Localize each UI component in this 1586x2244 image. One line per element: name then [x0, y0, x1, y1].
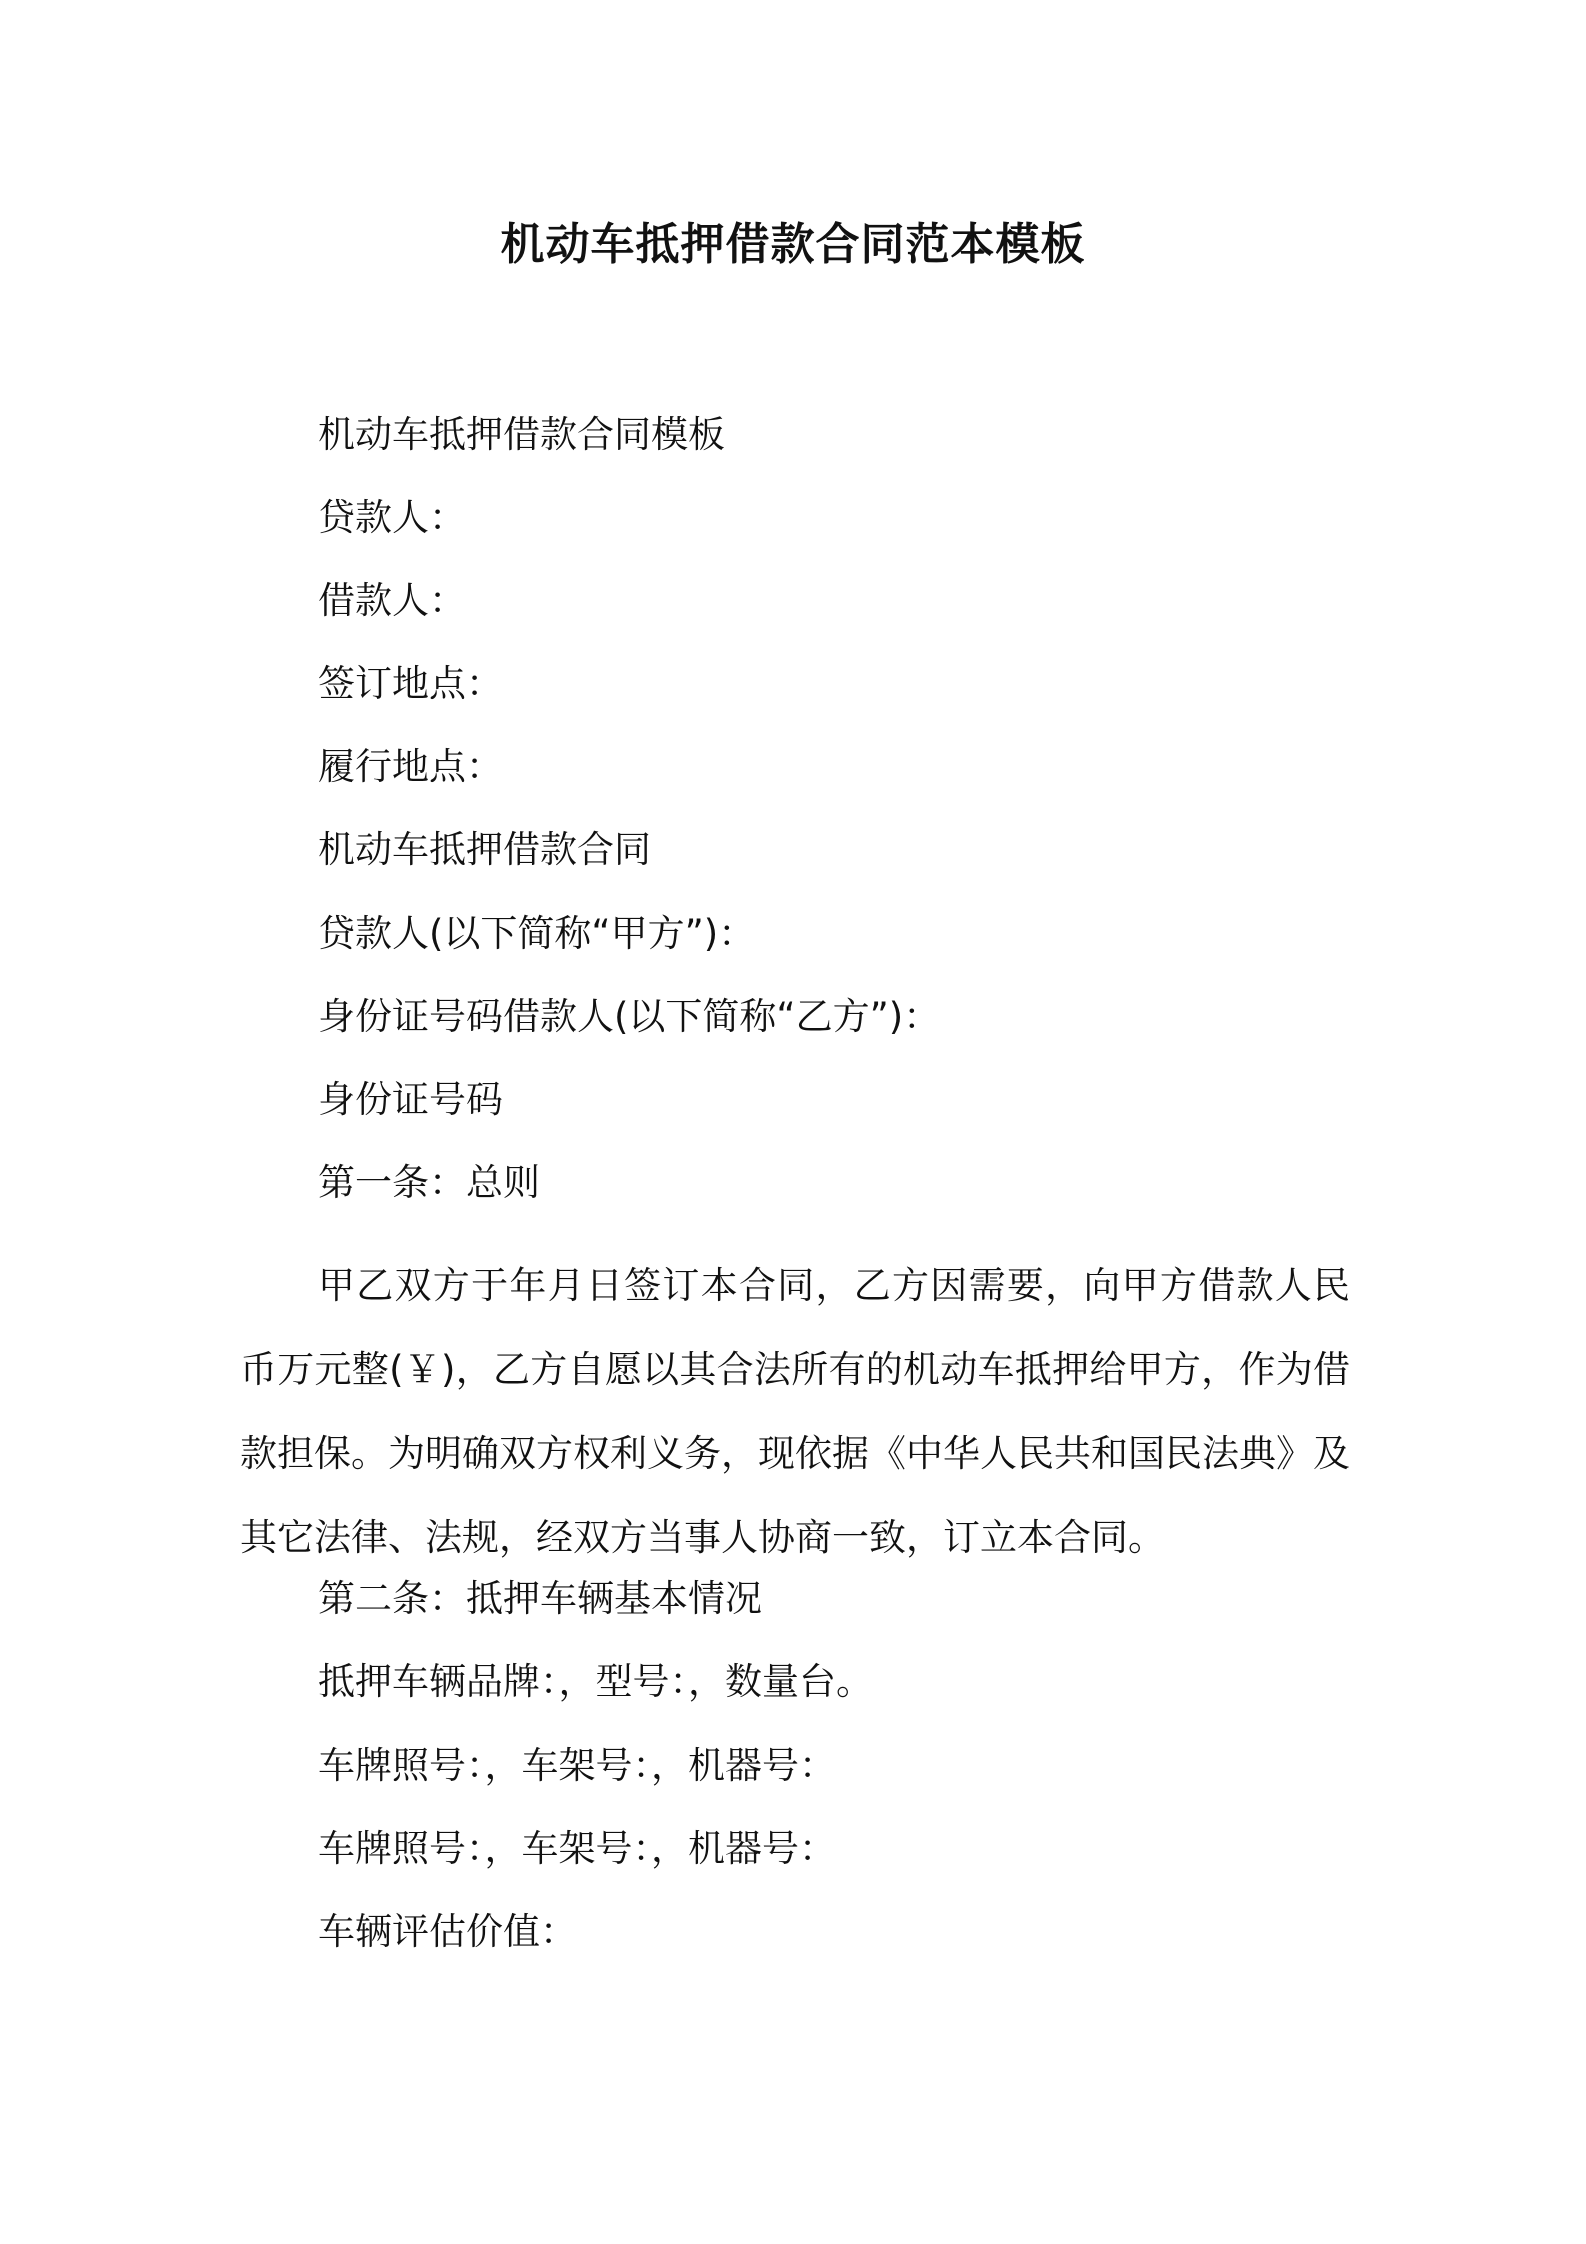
article-1-heading: 第一条：总则 [318, 1161, 540, 1204]
performance-place-line: 履行地点： [318, 745, 503, 788]
lender-line: 贷款人： [318, 496, 466, 539]
article-2-heading: 第二条：抵押车辆基本情况 [318, 1577, 762, 1620]
contract-template-heading: 机动车抵押借款合同模板 [318, 413, 725, 456]
document-title: 机动车抵押借款合同范本模板 [500, 219, 1086, 270]
contract-name-line: 机动车抵押借款合同 [318, 828, 651, 871]
borrower-line: 借款人： [318, 579, 466, 622]
article-1-body: 甲乙双方于年月日签订本合同，乙方因需要，向甲方借款人民币万元整(￥)，乙方自愿以其合法所有的机动车抵押给甲方，作为借款担保。为明确双方权利义务，现依据《中华人民共和国民法典》及其它法律、法规，经双方当事人协商一致，订立本合同。 [240, 1264, 1350, 1559]
signing-place-line: 签订地点： [318, 662, 503, 705]
vehicle-brand-line: 抵押车辆品牌：，型号：，数量台。 [318, 1660, 873, 1703]
party-b-line: 身份证号码借款人(以下简称“乙方”)： [318, 995, 941, 1038]
party-a-line: 贷款人(以下简称“甲方”)： [318, 912, 756, 955]
id-number-line: 身份证号码 [318, 1078, 503, 1121]
plate-number-line-1: 车牌照号：，车架号：，机器号： [318, 1744, 836, 1787]
vehicle-valuation-line: 车辆评估价值： [318, 1910, 577, 1953]
plate-number-line-2: 车牌照号：，车架号：，机器号： [318, 1827, 836, 1870]
